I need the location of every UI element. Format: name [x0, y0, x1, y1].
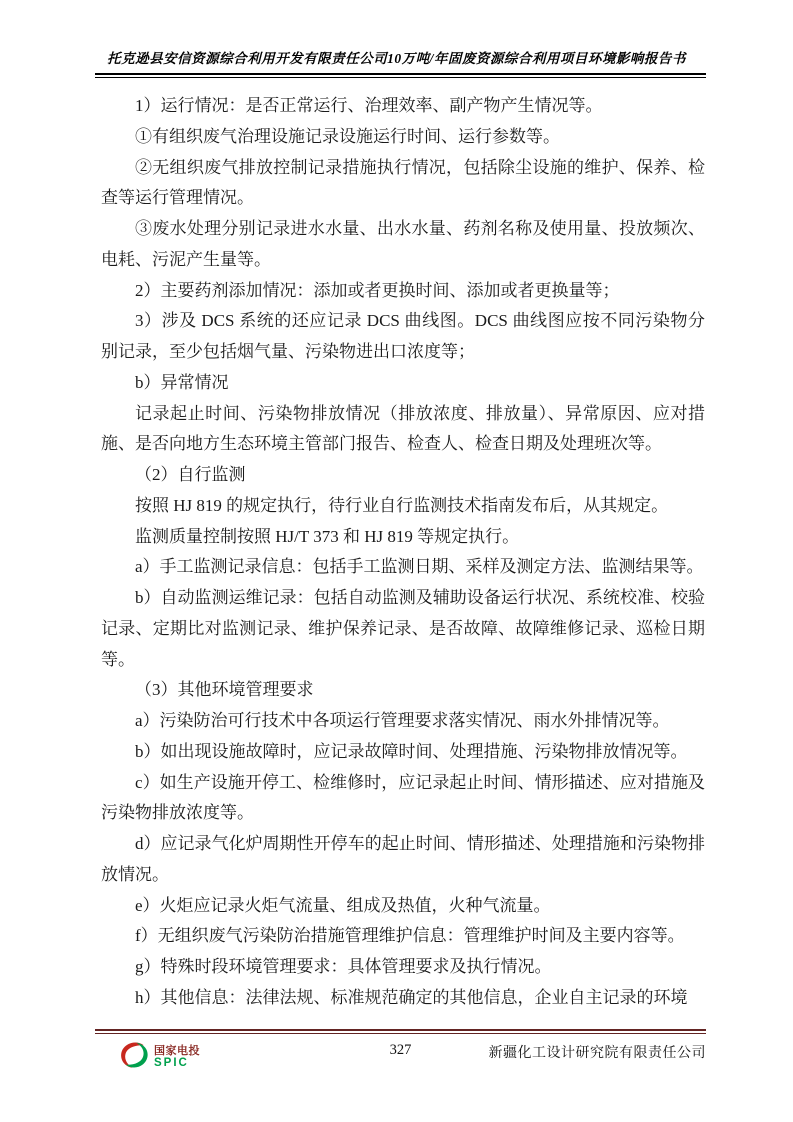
- footer: [95, 1038, 706, 1080]
- paragraph: ③废水处理分别记录进水水量、出水水量、药剂名称及使用量、投放频次、电耗、污泥产生量等。: [101, 219, 705, 269]
- footer-company-name: 新疆化工设计研究院有限责任公司: [488, 1046, 706, 1061]
- body-text: [101, 91, 705, 1014]
- paragraph: 按照 HJ 819 的规定执行，待行业自行监测技术指南发布后，从其规定。: [135, 495, 669, 515]
- paragraph: ②无组织废气排放控制记录措施执行情况，包括除尘设施的维护、保养、检查等运行管理情况。: [101, 157, 705, 208]
- paragraph: c）如生产设施开停工、检维修时，应记录起止时间、情形描述、应对措施及污染物排放浓度等。: [101, 772, 705, 823]
- paragraph: 1）运行情况：是否正常运行、治理效率、副产物产生情况等。: [135, 96, 603, 115]
- paragraph: b）如出现设施故障时，应记录故障时间、处理措施、污染物排放情况等。: [135, 741, 688, 761]
- paragraph: 3）涉及 DCS 系统的还应记录 DCS 曲线图。DCS 曲线图应按不同污染物分别记录，至少包括烟气量、污染物进出口浓度等；: [101, 311, 705, 361]
- paragraph: （3）其他环境管理要求: [135, 680, 314, 700]
- paragraph: e）火炬应记录火炬气流量、组成及热值，火种气流量。: [135, 895, 551, 915]
- header-title: 托克逊县安信资源综合利用开发有限责任公司10万吨/年固废资源综合利用项目环境影响报告书: [107, 51, 686, 66]
- paragraph: ①有组织废气治理设施记录设施运行时间、运行参数等。: [135, 126, 560, 146]
- page-number: 327: [389, 1042, 412, 1058]
- paragraph: 记录起止时间、污染物排放情况（排放浓度、排放量）、异常原因、应对措施、是否向地方生态环境主管部门报告、检查人、检查日期及处理班次等。: [101, 403, 705, 454]
- spic-logo-en: SPIC: [154, 1057, 189, 1070]
- footer-divider: [95, 1029, 706, 1034]
- paragraph: d）应记录气化炉周期性开停车的起止时间、情形描述、处理措施和污染物排放情况。: [101, 834, 705, 884]
- header-divider: [95, 73, 706, 78]
- spic-logo-cn: 国家电投: [154, 1044, 200, 1057]
- paragraph: （2）自行监测: [135, 465, 246, 484]
- paragraph: f）无组织废气污染防治措施管理维护信息：管理维护时间及主要内容等。: [135, 926, 685, 946]
- paragraph: 监测质量控制按照 HJ/T 373 和 HJ 819 等规定执行。: [135, 526, 520, 546]
- paragraph: g）特殊时段环境管理要求：具体管理要求及执行情况。: [135, 957, 552, 976]
- paragraph: a）手工监测记录信息：包括手工监测日期、采样及测定方法、监测结果等。: [135, 557, 704, 577]
- paragraph: h）其他信息：法律法规、标准规范确定的其他信息，企业自主记录的环境: [135, 987, 688, 1007]
- paragraph: 2）主要药剂添加情况：添加或者更换时间、添加或者更换量等；: [135, 280, 620, 300]
- paragraph: b）自动监测运维记录：包括自动监测及辅助设备运行状况、系统校准、校验记录、定期比对监测记录、维护保养记录、是否故障、故障维修记录、巡检日期等。: [101, 588, 705, 669]
- paragraph: b）异常情况: [135, 372, 229, 392]
- paragraph: a）污染防治可行技术中各项运行管理要求落实情况、雨水外排情况等。: [135, 711, 670, 730]
